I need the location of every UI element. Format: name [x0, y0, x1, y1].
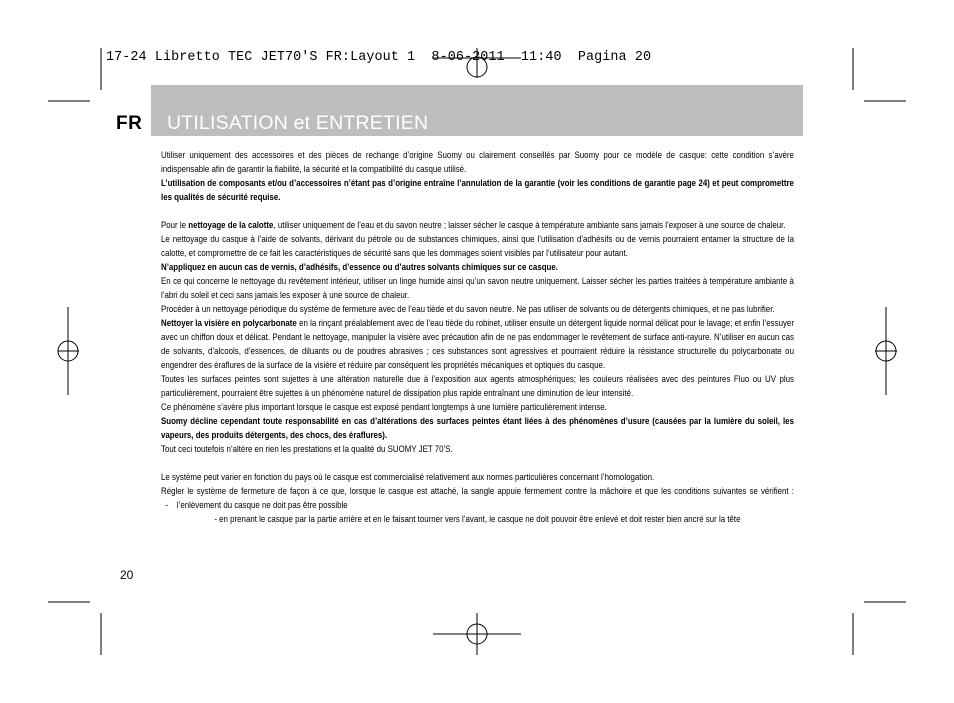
registration-mark-bottom [433, 613, 521, 655]
paragraph-warranty-warning: L’utilisation de composants et/ou d’accessoires n’étant pas d’origine entraîne l’annulation de la garantie (voir les conditions de garantie page 24) et peut compromettre les qualités de sécurité requise. [161, 178, 794, 202]
paragraph-lining: En ce qui concerne le nettoyage du revêtement intérieur, utiliser un linge humide ainsi qu’un savon neutre uniquement. Laisser sécher les parties traitées à température ambiante à l’abri du soleil et ceci sans jamais les exposer à une source de chaleur. [161, 276, 794, 300]
paragraph-painted-surfaces: Toutes les surfaces peintes sont sujettes à une altération naturelle due à l’exposition aux agents atmosphériques; les couleurs réalisées avec des peintures Fluo ou UV plus particulièrement, pourraient être sujettes à un phénomène naturel de dissipation plus rapide entraînant une diminution de leur intensité. [161, 374, 794, 398]
registration-mark-right [875, 307, 897, 395]
body-text [161, 148, 794, 526]
paragraph-closure-system: Procéder à un nettoyage périodique du système de fermeture avec de l’eau tiède et du savon neutre. Ne pas utiliser de solvants ou de détergents chimiques, et ne pas lubrifier. [161, 304, 775, 314]
section-title: UTILISATION et ENTRETIEN [167, 112, 429, 134]
paragraph-no-varnish: N’appliquez en aucun cas de vernis, d’adhésifs, d’essence ou d’autres solvants chimiques sur ce casque. [161, 262, 558, 272]
paragraph-phenomenon: Ce phénomène s’avère plus important lorsque le casque est exposé pendant longtemps à une lumière particulièrement intense. [161, 402, 607, 412]
paragraph-performance: Tout ceci toutefois n’altère en rien les prestations et la qualité du SUOMY JET 70’S. [161, 444, 453, 454]
paragraph-adjust-closure: Régler le système de fermeture de façon à ce que, lorsque le casque est attaché, la sangle appuie fermement contre la mâchoire et que les conditions suivantes se vérifient : - l’enlèvement du casque ne doit pas être possible [161, 486, 794, 510]
condition-item: l’enlèvement du casque ne doit pas être possible [176, 500, 348, 510]
paragraph-shell-cleaning: Pour le nettoyage de la calotte, utiliser uniquement de l’eau et du savon neutre ; laisser sécher le casque à température ambiante sans jamais l’exposer à une source de chaleur. [161, 220, 786, 230]
print-slug-line: 17-24 Libretto TEC JET70'S FR:Layout 1 8-06-2011 11:40 Pagina 20 [106, 50, 652, 65]
condition-item: - en prenant le casque par la partie arrière et en le faisant tourner vers l’avant, le casque ne doit pouvoir être enlevé et doit rester bien ancré sur la tête [214, 514, 741, 524]
paragraph-liability: Suomy décline cependant toute responsabilité en cas d’altérations des surfaces peintes étant liées à des phénomènes d’usure (causées par la lumière du soleil, les vapeurs, des produits détergents, des chocs, des éraflures). [161, 416, 794, 440]
paragraph-homologation: Le système peut varier en fonction du pays où le casque est commercialisé relativement aux normes particulières concernant l’homologation. [161, 472, 655, 482]
language-tag: FR [116, 113, 143, 134]
page-number: 20 [120, 568, 134, 582]
paragraph-solvents: Le nettoyage du casque à l’aide de solvants, dérivant du pétrole ou de substances chimiques, ainsi que l’utilisation d’adhésifs ou de vernis pourraient entamer la structure de la calotte, et compromettre de ce fait les caractéristiques de sécurité sans que les dommages soient visibles par l’utilisateur pour autant. [161, 234, 794, 258]
registration-mark-left [58, 307, 79, 395]
paragraph-visor: Nettoyer la visière en polycarbonate en la rinçant préalablement avec de l’eau tiède du robinet, utiliser ensuite un détergent liquide normal délicat pour le lavage; et enfin l’essuyer avec un chiffon doux et délicat. Pendant le nettoyage, manipuler la visière avec précaution afin de ne pas endommager le revêtement de surface anti-rayure. N’utiliser en aucun cas de solvants, d’alcools, d’essences, de diluants ou de poudres abrasives ; ces substances sont agressives et pourraient réduire la résistance structurelle du polycarbonate ou engendrer des éraflures de la surface de la visière et réduire par conséquent les propriétés mécaniques et optiques du casque. [161, 318, 794, 370]
paragraph-accessories: Utiliser uniquement des accessoires et des pièces de rechange d’origine Suomy ou clairement conseillés par Suomy pour ce modèle de casque: cette condition s’avère indispensable afin de garantir la fiabilité, la sécurité et la compatibilité du casque utilisé. [161, 150, 794, 174]
